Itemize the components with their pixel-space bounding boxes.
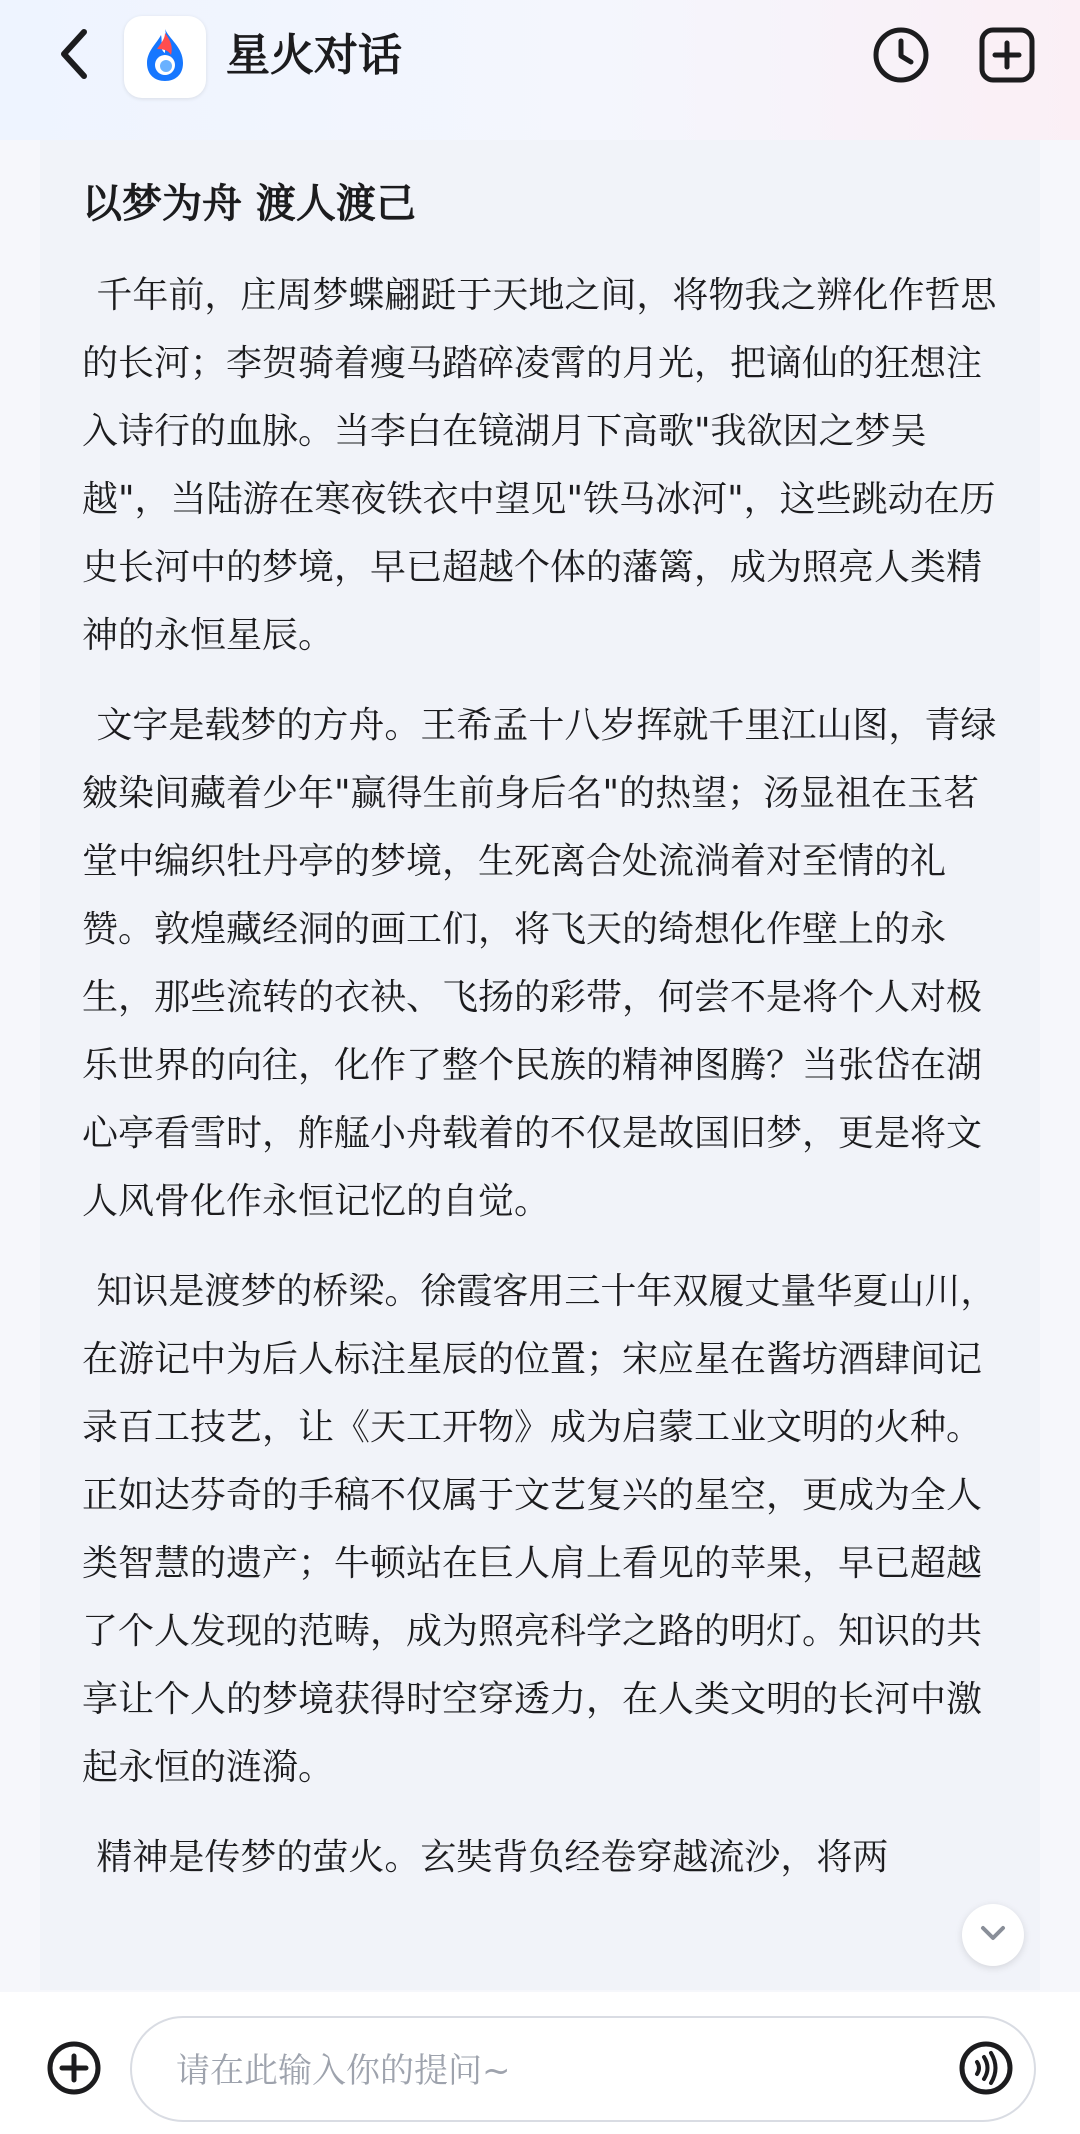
article-paragraph: 千年前，庄周梦蝶翩跹于天地之间，将物我之辨化作哲思的长河；李贺骑着瘦马踏碎凌霄的月光，把谪仙的狂想注入诗行的血脉。当李白在镜湖月下高歌"我欲因之梦吴越"，当陆游在寒夜铁衣中望见"铁马冰河"，这些跳动在历史长河中的梦境，早已超越个体的藩篱，成为照亮人类精神的永恒星辰。 (82, 275, 997, 656)
app-title: 星火对话 (226, 30, 402, 81)
message-card (40, 140, 1040, 1990)
back-button[interactable] (40, 22, 108, 90)
top-bar (0, 0, 1080, 140)
attach-button[interactable] (44, 2040, 104, 2100)
input-bar (0, 1992, 1080, 2134)
article-paragraph: 文字是载梦的方舟。王希孟十八岁挥就千里江山图，青绿皴染间藏着少年"赢得生前身后名"的热望；汤显祖在玉茗堂中编织牡丹亭的梦境，生死离合处流淌着对至情的礼赞。敦煌藏经洞的画工们，将飞天的绮想化作壁上的永生，那些流转的衣袂、飞扬的彩带，何尝不是将个人对极乐世界的向往，化作了整个民族的精神图腾？当张岱在湖心亭看雪时，舴艋小舟载着的不仅是故国旧梦，更是将文人风骨化作永恒记忆的自觉。 (82, 705, 997, 1222)
spark-logo-icon (135, 25, 195, 89)
article-paragraph: 精神是传梦的萤火。玄奘背负经卷穿越流沙，将两 (96, 1837, 889, 1878)
question-input[interactable] (174, 2042, 878, 2100)
clock-icon (871, 25, 931, 89)
plus-circle-icon (46, 2040, 102, 2100)
new-chat-button[interactable] (972, 22, 1042, 92)
question-input-box[interactable] (130, 2016, 1036, 2122)
voice-wave-icon (958, 2040, 1014, 2100)
chevron-down-icon (978, 1923, 1008, 1947)
article-title: 以梦为舟 渡人渡己 (82, 181, 416, 227)
back-arrow-icon (54, 26, 94, 86)
article (82, 176, 1012, 1914)
scroll-to-bottom-button[interactable] (962, 1904, 1024, 1966)
history-button[interactable] (866, 22, 936, 92)
app-logo (124, 16, 206, 98)
plus-square-icon (978, 26, 1036, 88)
article-paragraph: 知识是渡梦的桥梁。徐霞客用三十年双履丈量华夏山川，在游记中为后人标注星辰的位置；宋应星在酱坊酒肆间记录百工技艺，让《天工开物》成为启蒙工业文明的火种。正如达芬奇的手稿不仅属于文艺复兴的星空，更成为全人类智慧的遗产；牛顿站在巨人肩上看见的苹果，早已超越了个人发现的范畴，成为照亮科学之路的明灯。知识的共享让个人的梦境获得时空穿透力，在人类文明的长河中激起永恒的涟漪。 (82, 1271, 997, 1788)
voice-button[interactable] (954, 2038, 1018, 2102)
